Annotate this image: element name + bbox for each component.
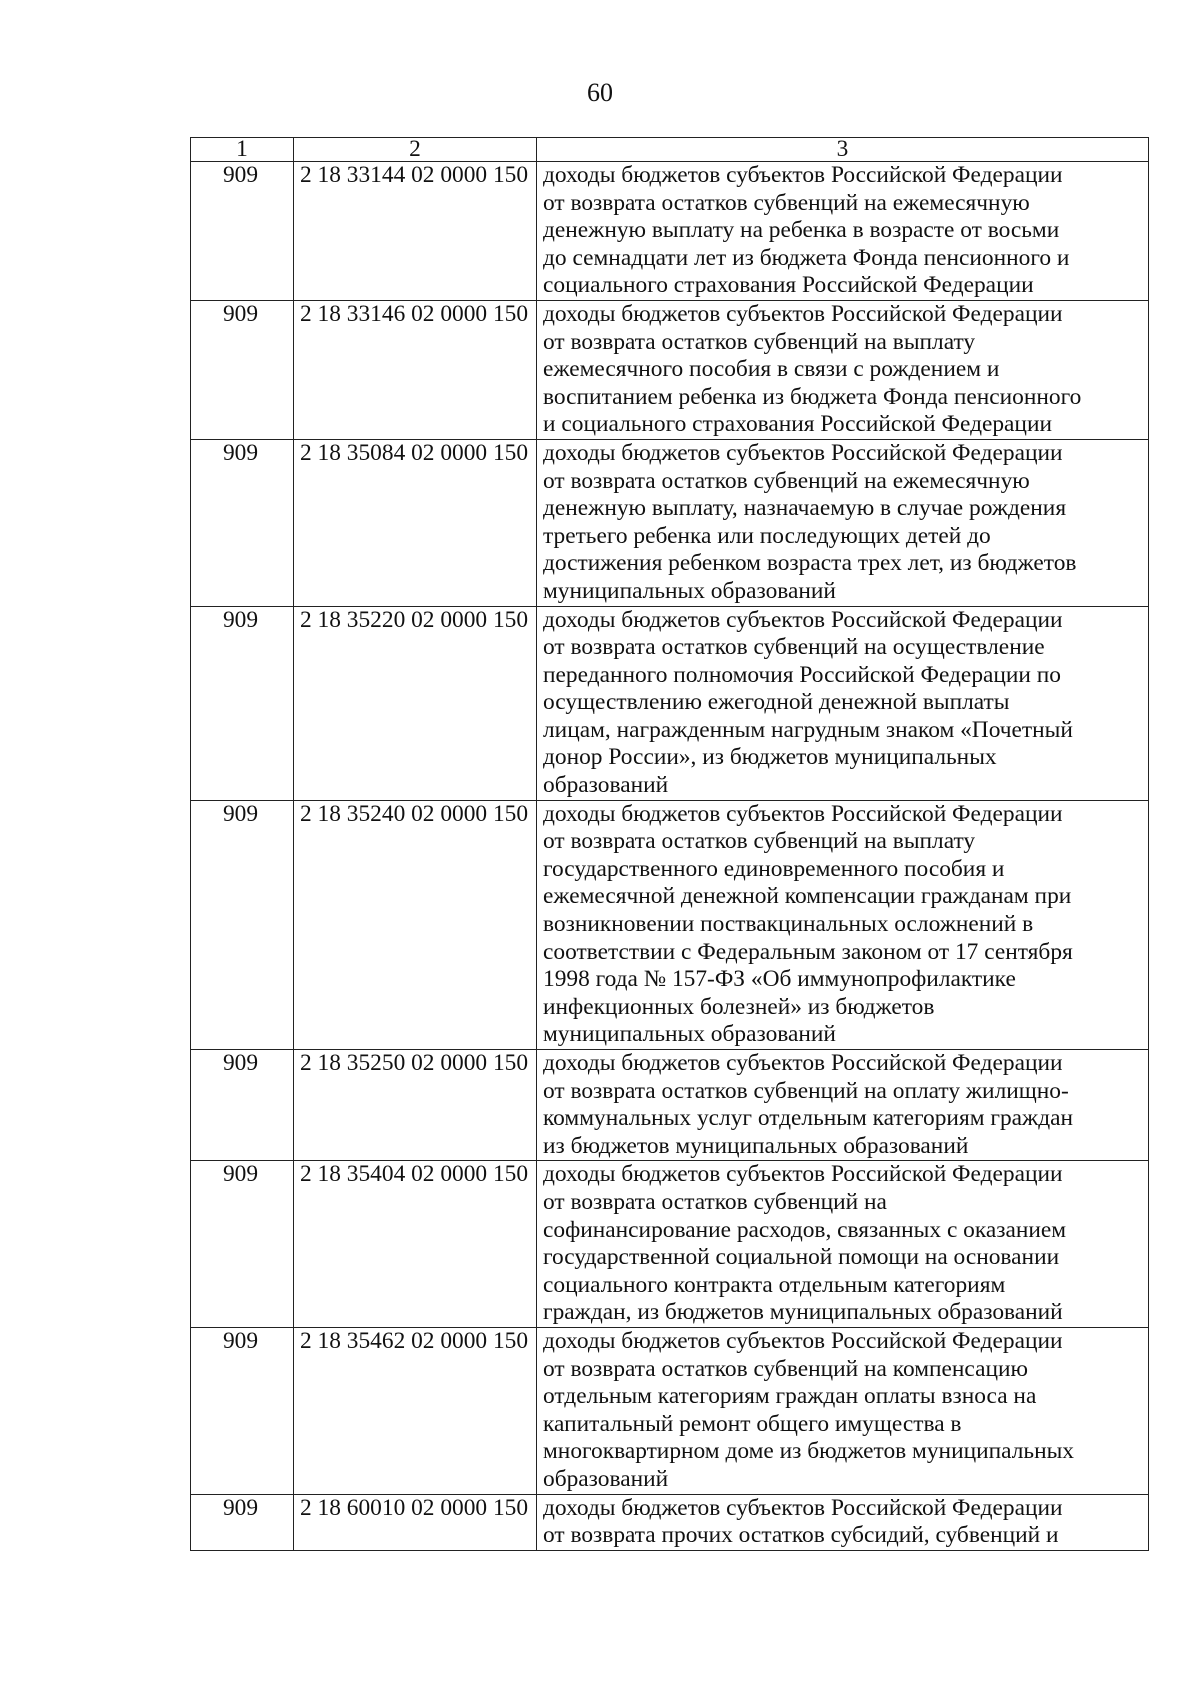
page-number: 60 bbox=[587, 78, 613, 107]
description-line: ежемесячного пособия в связи с рождением и bbox=[543, 356, 1000, 383]
table-row bbox=[191, 300, 1149, 439]
table-row bbox=[191, 800, 1149, 1049]
description-cell bbox=[537, 1161, 1149, 1328]
admin-code-cell: 909 bbox=[191, 1327, 294, 1494]
description-line: образований bbox=[543, 1465, 669, 1492]
revenue-code-cell: 2 18 35404 02 0000 150 bbox=[294, 1161, 537, 1328]
description-cell bbox=[537, 1327, 1149, 1494]
description-cell bbox=[537, 1050, 1149, 1161]
description-line: донор России», из бюджетов муниципальных bbox=[543, 744, 997, 771]
description-line: доходы бюджетов субъектов Российской Федерации bbox=[543, 1327, 1063, 1354]
description-line: от возврата остатков субвенций на ежемесячную bbox=[543, 467, 1030, 494]
column-header-1: 1 bbox=[191, 138, 294, 162]
description-line: доходы бюджетов субъектов Российской Федерации bbox=[543, 1494, 1063, 1521]
description-line: социального контракта отдельным категориям bbox=[543, 1271, 1006, 1298]
description-line: денежную выплату на ребенка в возрасте от восьми bbox=[543, 217, 1060, 244]
admin-code-cell: 909 bbox=[191, 606, 294, 800]
table-row bbox=[191, 1161, 1149, 1328]
description-line: от возврата остатков субвенций на компенсацию bbox=[543, 1355, 1028, 1382]
description-line: из бюджетов муниципальных образований bbox=[543, 1132, 969, 1159]
description-line: от возврата остатков субвенций на оплату жилищно- bbox=[543, 1077, 1069, 1104]
description-line: до семнадцати лет из бюджета Фонда пенсионного и bbox=[543, 244, 1070, 271]
description-line: и социального страхования Российской Федерации bbox=[543, 411, 1052, 438]
description-line: возникновении поствакцинальных осложнений в bbox=[543, 911, 1034, 938]
description-line: ежемесячной денежной компенсации гражданам при bbox=[543, 883, 1072, 910]
description-line: социального страхования Российской Федерации bbox=[543, 272, 1034, 299]
column-header-2: 2 bbox=[294, 138, 537, 162]
revenue-code-cell: 2 18 35220 02 0000 150 bbox=[294, 606, 537, 800]
description-line: третьего ребенка или последующих детей до bbox=[543, 522, 991, 549]
description-line: от возврата прочих остатков субсидий, субвенций и bbox=[543, 1522, 1059, 1549]
description-line: доходы бюджетов субъектов Российской Федерации bbox=[543, 1050, 1063, 1076]
description-line: от возврата остатков субвенций на ежемесячную bbox=[543, 189, 1030, 216]
table-body bbox=[191, 162, 1149, 1551]
description-line: государственного единовременного пособия и bbox=[543, 855, 1005, 882]
admin-code-cell: 909 bbox=[191, 300, 294, 439]
description-line: муниципальных образований bbox=[543, 577, 836, 604]
admin-code-cell: 909 bbox=[191, 1161, 294, 1328]
description-line: от возврата остатков субвенций на выплату bbox=[543, 328, 976, 355]
table-header-row bbox=[191, 138, 1149, 162]
admin-code-cell: 909 bbox=[191, 1494, 294, 1550]
description-line: денежную выплату, назначаемую в случае рождения bbox=[543, 495, 1067, 522]
description-line: муниципальных образований bbox=[543, 1021, 836, 1048]
description-line: отдельным категориям граждан оплаты взноса на bbox=[543, 1383, 1037, 1410]
column-header-3: 3 bbox=[537, 138, 1149, 162]
table-row bbox=[191, 439, 1149, 606]
description-line: соответствии с Федеральным законом от 17 сентября bbox=[543, 938, 1073, 965]
description-line: доходы бюджетов субъектов Российской Федерации bbox=[543, 162, 1063, 188]
description-line: инфекционных болезней» из бюджетов bbox=[543, 993, 935, 1020]
description-line: воспитанием ребенка из бюджета Фонда пенсионного bbox=[543, 383, 1082, 410]
description-line: 1998 года № 157-ФЗ «Об иммунопрофилактике bbox=[543, 966, 1016, 993]
description-cell bbox=[537, 800, 1149, 1049]
revenue-code-cell: 2 18 35084 02 0000 150 bbox=[294, 439, 537, 606]
description-line: капитальный ремонт общего имущества в bbox=[543, 1410, 962, 1437]
description-line: доходы бюджетов субъектов Российской Федерации bbox=[543, 439, 1063, 466]
description-line: граждан, из бюджетов муниципальных образований bbox=[543, 1299, 1063, 1326]
description-line: осуществлению ежегодной денежной выплаты bbox=[543, 689, 1010, 716]
revenue-code-cell: 2 18 33146 02 0000 150 bbox=[294, 300, 537, 439]
description-line: от возврата остатков субвенций на bbox=[543, 1188, 887, 1215]
table-row bbox=[191, 1327, 1149, 1494]
revenue-codes-table bbox=[190, 137, 1149, 1551]
revenue-code-cell: 2 18 33144 02 0000 150 bbox=[294, 162, 537, 301]
revenue-code-cell: 2 18 35240 02 0000 150 bbox=[294, 800, 537, 1049]
description-line: государственной социальной помощи на основании bbox=[543, 1244, 1060, 1271]
description-line: образований bbox=[543, 772, 669, 799]
description-line: доходы бюджетов субъектов Российской Федерации bbox=[543, 800, 1063, 827]
admin-code-cell: 909 bbox=[191, 800, 294, 1049]
description-line: доходы бюджетов субъектов Российской Федерации bbox=[543, 1161, 1063, 1188]
revenue-code-cell: 2 18 60010 02 0000 150 bbox=[294, 1494, 537, 1550]
revenue-code-cell: 2 18 35462 02 0000 150 bbox=[294, 1327, 537, 1494]
admin-code-cell: 909 bbox=[191, 439, 294, 606]
description-cell bbox=[537, 439, 1149, 606]
description-cell bbox=[537, 300, 1149, 439]
description-line: переданного полномочия Российской Федерации по bbox=[543, 661, 1062, 688]
description-cell bbox=[537, 162, 1149, 301]
description-line: от возврата остатков субвенций на выплату bbox=[543, 828, 976, 855]
table-row bbox=[191, 1050, 1149, 1161]
description-line: доходы бюджетов субъектов Российской Федерации bbox=[543, 606, 1063, 633]
table-row bbox=[191, 162, 1149, 301]
description-line: многоквартирном доме из бюджетов муниципальных bbox=[543, 1438, 1074, 1465]
description-line: софинансирование расходов, связанных с оказанием bbox=[543, 1216, 1067, 1243]
description-line: доходы бюджетов субъектов Российской Федерации bbox=[543, 300, 1063, 327]
admin-code-cell: 909 bbox=[191, 162, 294, 301]
admin-code-cell: 909 bbox=[191, 1050, 294, 1161]
revenue-code-cell: 2 18 35250 02 0000 150 bbox=[294, 1050, 537, 1161]
table-row bbox=[191, 1494, 1149, 1550]
description-cell bbox=[537, 606, 1149, 800]
description-cell bbox=[537, 1494, 1149, 1550]
table-row bbox=[191, 606, 1149, 800]
description-line: достижения ребенком возраста трех лет, из бюджетов bbox=[543, 550, 1077, 577]
description-line: от возврата остатков субвенций на осуществление bbox=[543, 634, 1045, 661]
description-line: лицам, награжденным нагрудным знаком «Почетный bbox=[543, 716, 1073, 743]
description-line: коммунальных услуг отдельным категориям граждан bbox=[543, 1105, 1073, 1132]
